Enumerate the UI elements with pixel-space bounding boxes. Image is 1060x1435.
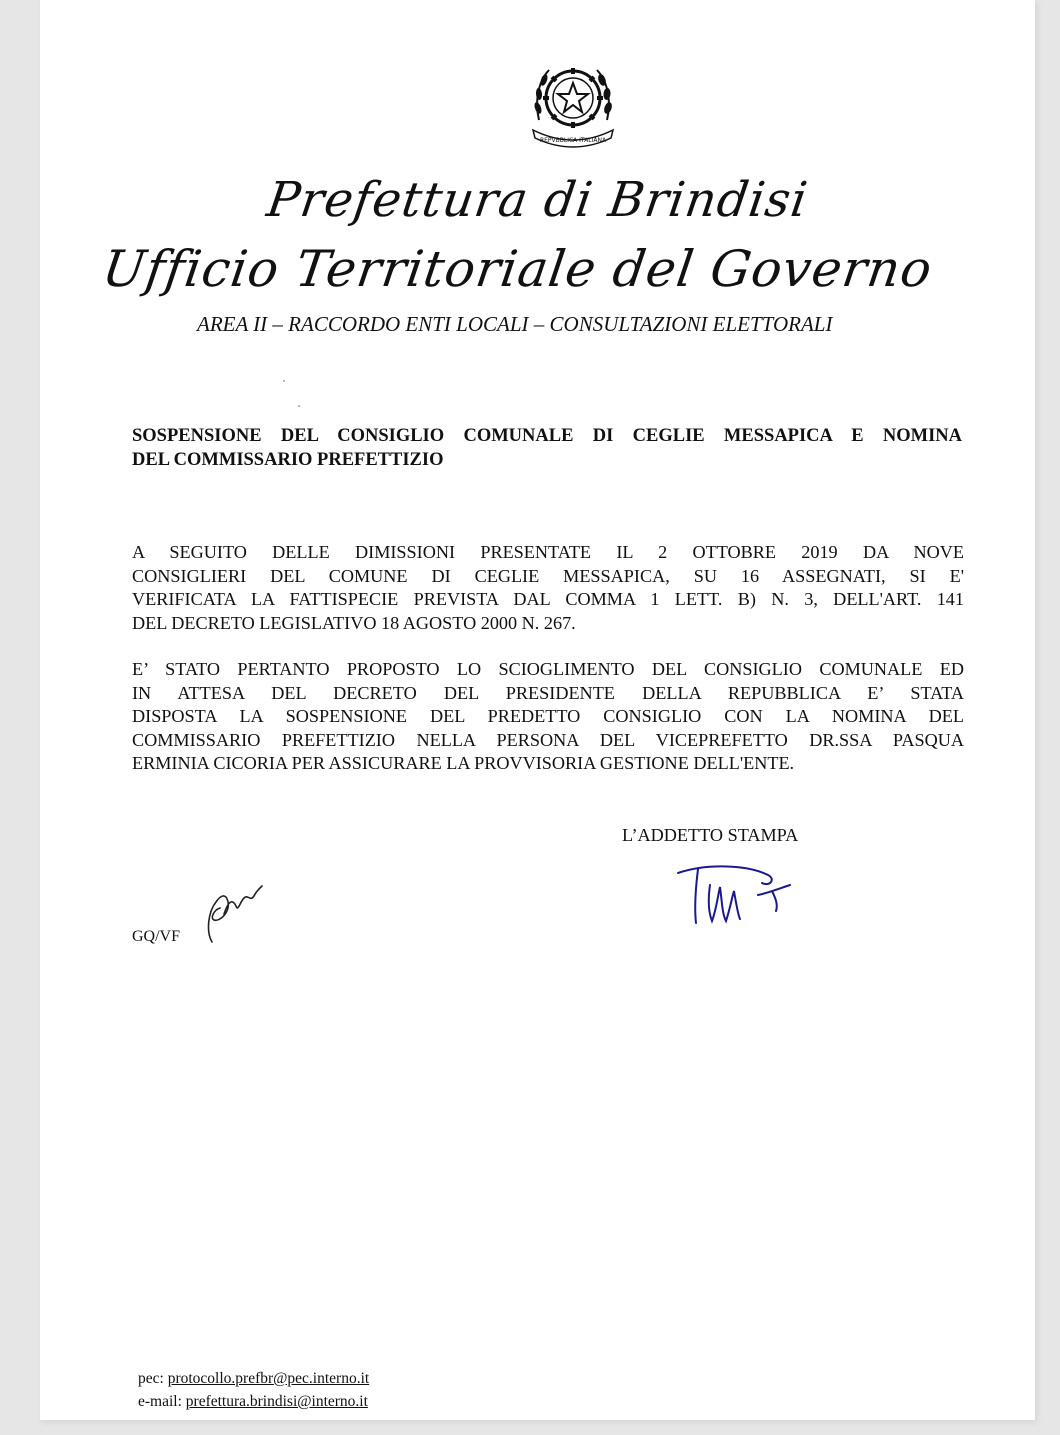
body-line: COMMISSARIO PREFETTIZIO NELLA PERSONA DEL VICEPREFETTO DR.SSA PASQUA bbox=[132, 729, 964, 750]
press-officer-signature bbox=[668, 855, 808, 930]
press-officer-label: L’ADDETTO STAMPA bbox=[622, 825, 799, 845]
scan-speck bbox=[283, 380, 285, 382]
body-line: CONSIGLIERI DEL COMUNE DI CEGLIE MESSAPICA, SU 16 ASSEGNATI, SI E' bbox=[132, 565, 964, 586]
pec-contact bbox=[138, 1370, 369, 1388]
document-page bbox=[40, 0, 1035, 1420]
body-line: E’ STATO PERTANTO PROPOSTO LO SCIOGLIMENTO DEL CONSIGLIO COMUNALE ED bbox=[132, 659, 964, 679]
body-line: A SEGUITO DELLE DIMISSIONI PRESENTATE IL 2 OTTOBRE 2019 DA NOVE bbox=[132, 542, 964, 562]
body-line: IN ATTESA DEL DECRETO DEL PRESIDENTE DELLA REPUBBLICA E’ STATA bbox=[132, 682, 964, 703]
body-line: DISPOSTA LA SOSPENSIONE DEL PREDETTO CONSIGLIO CON LA NOMINA DEL bbox=[132, 706, 964, 726]
prefecture-title: Prefettura di Brindisi bbox=[263, 172, 812, 228]
writer-initials: GQ/VF bbox=[132, 928, 181, 945]
document-subject bbox=[132, 424, 962, 472]
email-link[interactable]: prefettura.brindisi@interno.it bbox=[185, 1393, 368, 1410]
italian-republic-emblem-icon bbox=[527, 58, 619, 150]
email-label: e-mail: bbox=[138, 1393, 182, 1410]
subject-line: SOSPENSIONE DEL CONSIGLIO COMUNALE DI CEGLIE MESSAPICA E NOMINA bbox=[132, 426, 962, 446]
area-subtitle: AREA II – RACCORDO ENTI LOCALI – CONSULTAZIONI ELETTORALI bbox=[197, 312, 833, 336]
body-paragraph-1 bbox=[132, 541, 964, 635]
initials-signature bbox=[198, 872, 268, 947]
body-line: ERMINIA CICORIA PER ASSICURARE LA PROVVISORIA GESTIONE DELL'ENTE. bbox=[132, 753, 795, 773]
body-paragraph-2 bbox=[132, 658, 964, 776]
scan-speck bbox=[298, 405, 300, 407]
pec-link[interactable]: protocollo.prefbr@pec.interno.it bbox=[167, 1370, 370, 1387]
office-title: Ufficio Territoriale del Governo bbox=[98, 240, 937, 298]
body-line: DEL DECRETO LEGISLATIVO 18 AGOSTO 2000 N. 267. bbox=[132, 612, 576, 633]
pec-label: pec: bbox=[138, 1370, 164, 1387]
svg-text:REPVBBLICA ITALIANA: REPVBBLICA ITALIANA bbox=[539, 137, 607, 144]
email-contact bbox=[138, 1393, 368, 1411]
body-line: VERIFICATA LA FATTISPECIE PREVISTA DAL COMMA 1 LETT. B) N. 3, DELL'ART. 141 bbox=[132, 589, 964, 609]
subject-line: DEL COMMISSARIO PREFETTIZIO bbox=[132, 450, 444, 470]
